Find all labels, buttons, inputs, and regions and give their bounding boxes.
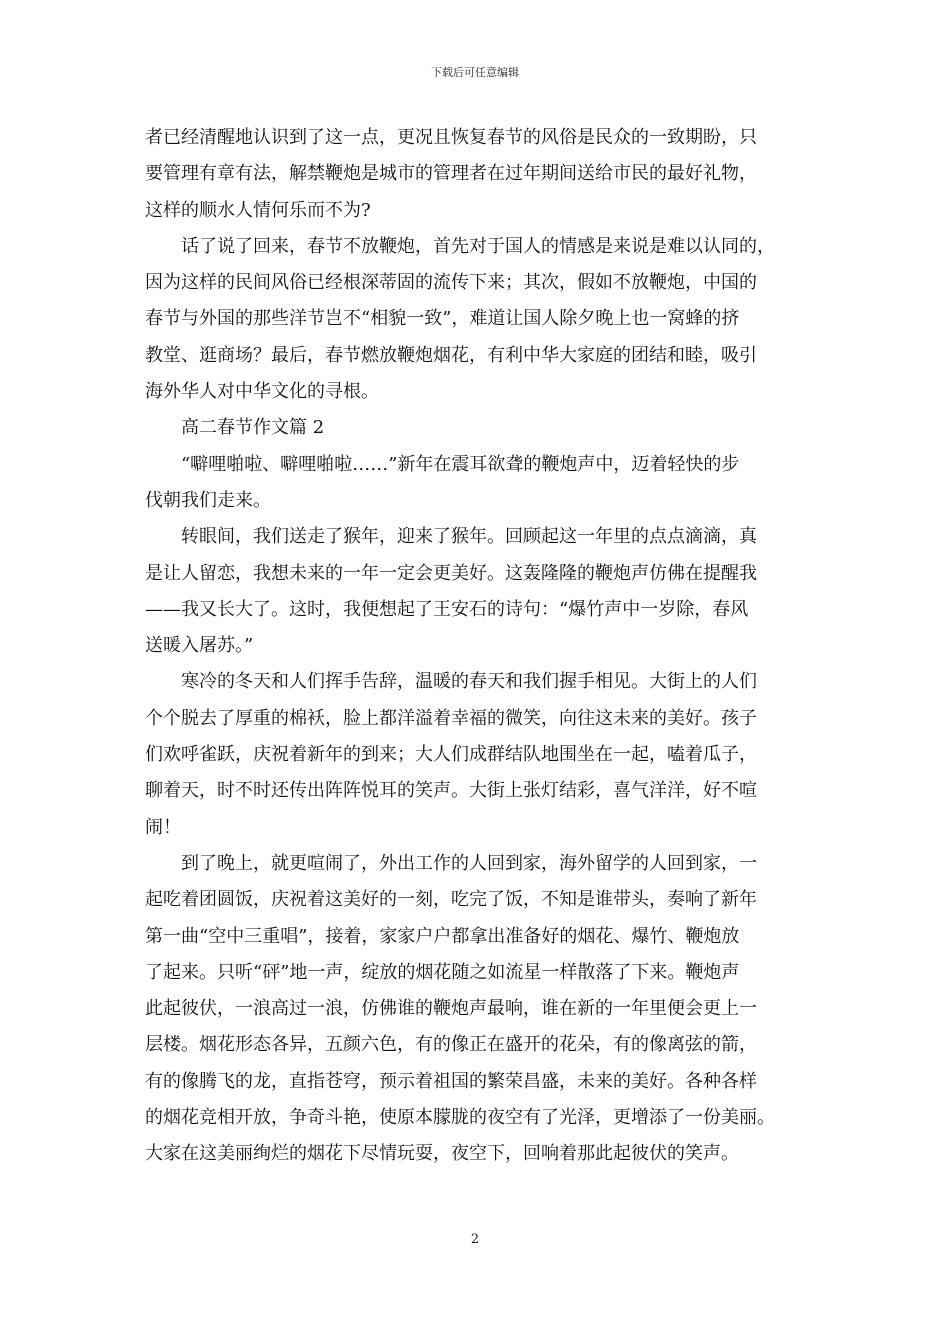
page-number: 2 [470, 1232, 480, 1247]
text-line: 话了说了回来，春节不放鞭炮，首先对于国人的情感是来说是难以认同的， [181, 235, 775, 257]
text-line: 是让人留恋，我想未来的一年一定会更美好。这轰隆隆的鞭炮声仿佛在提醒我 [145, 562, 757, 584]
text-line: 要管理有章有法，解禁鞭炮是城市的管理者在过年期间送给市民的最好礼物， [145, 163, 757, 185]
text-line: 此起彼伏，一浪高过一浪，仿佛谁的鞭炮声最响，谁在新的一年里便会更上一 [145, 998, 757, 1020]
paragraph [145, 846, 825, 1173]
text-line: 因为这样的民间风俗已经根深蒂固的流传下来；其次，假如不放鞭炮，中国的 [145, 272, 757, 294]
text-line: 第一曲“空中三重唱”，接着，家家户户都拿出准备好的烟花、爆竹、鞭炮放 [145, 925, 740, 947]
text-line: 们欢呼雀跃，庆祝着新年的到来；大人们成群结队地围坐在一起，嗑着瓜子， [145, 744, 757, 766]
text-line: 伐朝我们走来。 [145, 489, 271, 511]
text-line: 起吃着团圆饭，庆祝着这美好的一刻，吃完了饭，不知是谁带头，奏响了新年 [145, 889, 757, 911]
section-heading [145, 410, 825, 446]
text-line: 海外华人对中华文化的寻根。 [145, 381, 379, 403]
text-line: 春节与外国的那些洋节岂不“相貌一致”，难道让国人除夕晚上也一窝蜂的挤 [145, 308, 740, 330]
text-line: 大家在这美丽绚烂的烟花下尽情玩耍，夜空下，回响着那此起彼伏的笑声。 [145, 1143, 739, 1165]
text-line: 这样的顺水人情何乐而不为? [145, 199, 371, 221]
text-line: 者已经清醒地认识到了这一点，更况且恢复春节的风俗是民众的一致期盼，只 [145, 127, 757, 148]
paragraph [145, 447, 825, 520]
page-header: 下载后可任意编辑 [431, 66, 519, 79]
text-line: 送暖入屠苏。” [145, 635, 254, 657]
text-line: 教堂、逛商场？最后，春节燃放鞭炮烟花，有利中华大家庭的团结和睦，吸引 [145, 344, 757, 366]
text-line: 到了晚上，就更喧闹了，外出工作的人回到家，海外留学的人回到家，一 [181, 852, 757, 874]
paragraph [145, 229, 825, 410]
text-line: 聊着天，时不时还传出阵阵悦耳的笑声。大街上张灯结彩，喜气洋洋，好不喧 [145, 780, 757, 802]
text-line: 了起来。只听“砰”地一声，绽放的烟花随之如流星一样散落了下来。鞭炮声 [145, 961, 740, 983]
text-line: 层楼。烟花形态各异，五颜六色，有的像正在盛开的花朵，有的像离弦的箭， [145, 1034, 757, 1056]
text-line: 的烟花竞相开放，争奇斗艳，使原本朦胧的夜空有了光泽，更增添了一份美丽。 [145, 1107, 775, 1129]
paragraph [145, 519, 825, 664]
text-line: 寒冷的冬天和人们挥手告辞，温暖的春天和我们握手相见。大街上的人们 [181, 671, 757, 693]
text-line: 个个脱去了厚重的棉袄，脸上都洋溢着幸福的微笑，向往这未来的美好。孩子 [145, 707, 757, 729]
text-line: 转眼间，我们送走了猴年，迎来了猴年。回顾起这一年里的点点滴滴，真 [181, 526, 757, 548]
paragraph [145, 120, 825, 229]
document-body [145, 120, 825, 1173]
section-heading-text: 高二春节作文篇 2 [181, 417, 325, 439]
text-line: ——我又长大了。这时，我便想起了王安石的诗句：“爆竹声中一岁除，春风 [145, 598, 749, 620]
text-line: “噼哩啪啦、噼哩啪啦……”新年在震耳欲聋的鞭炮声中，迈着轻快的步 [181, 453, 740, 475]
paragraph [145, 664, 825, 845]
text-line: 闹！ [145, 816, 181, 838]
text-line: 有的像腾飞的龙，直指苍穹，预示着祖国的繁荣昌盛，未来的美好。各种各样 [145, 1070, 757, 1092]
